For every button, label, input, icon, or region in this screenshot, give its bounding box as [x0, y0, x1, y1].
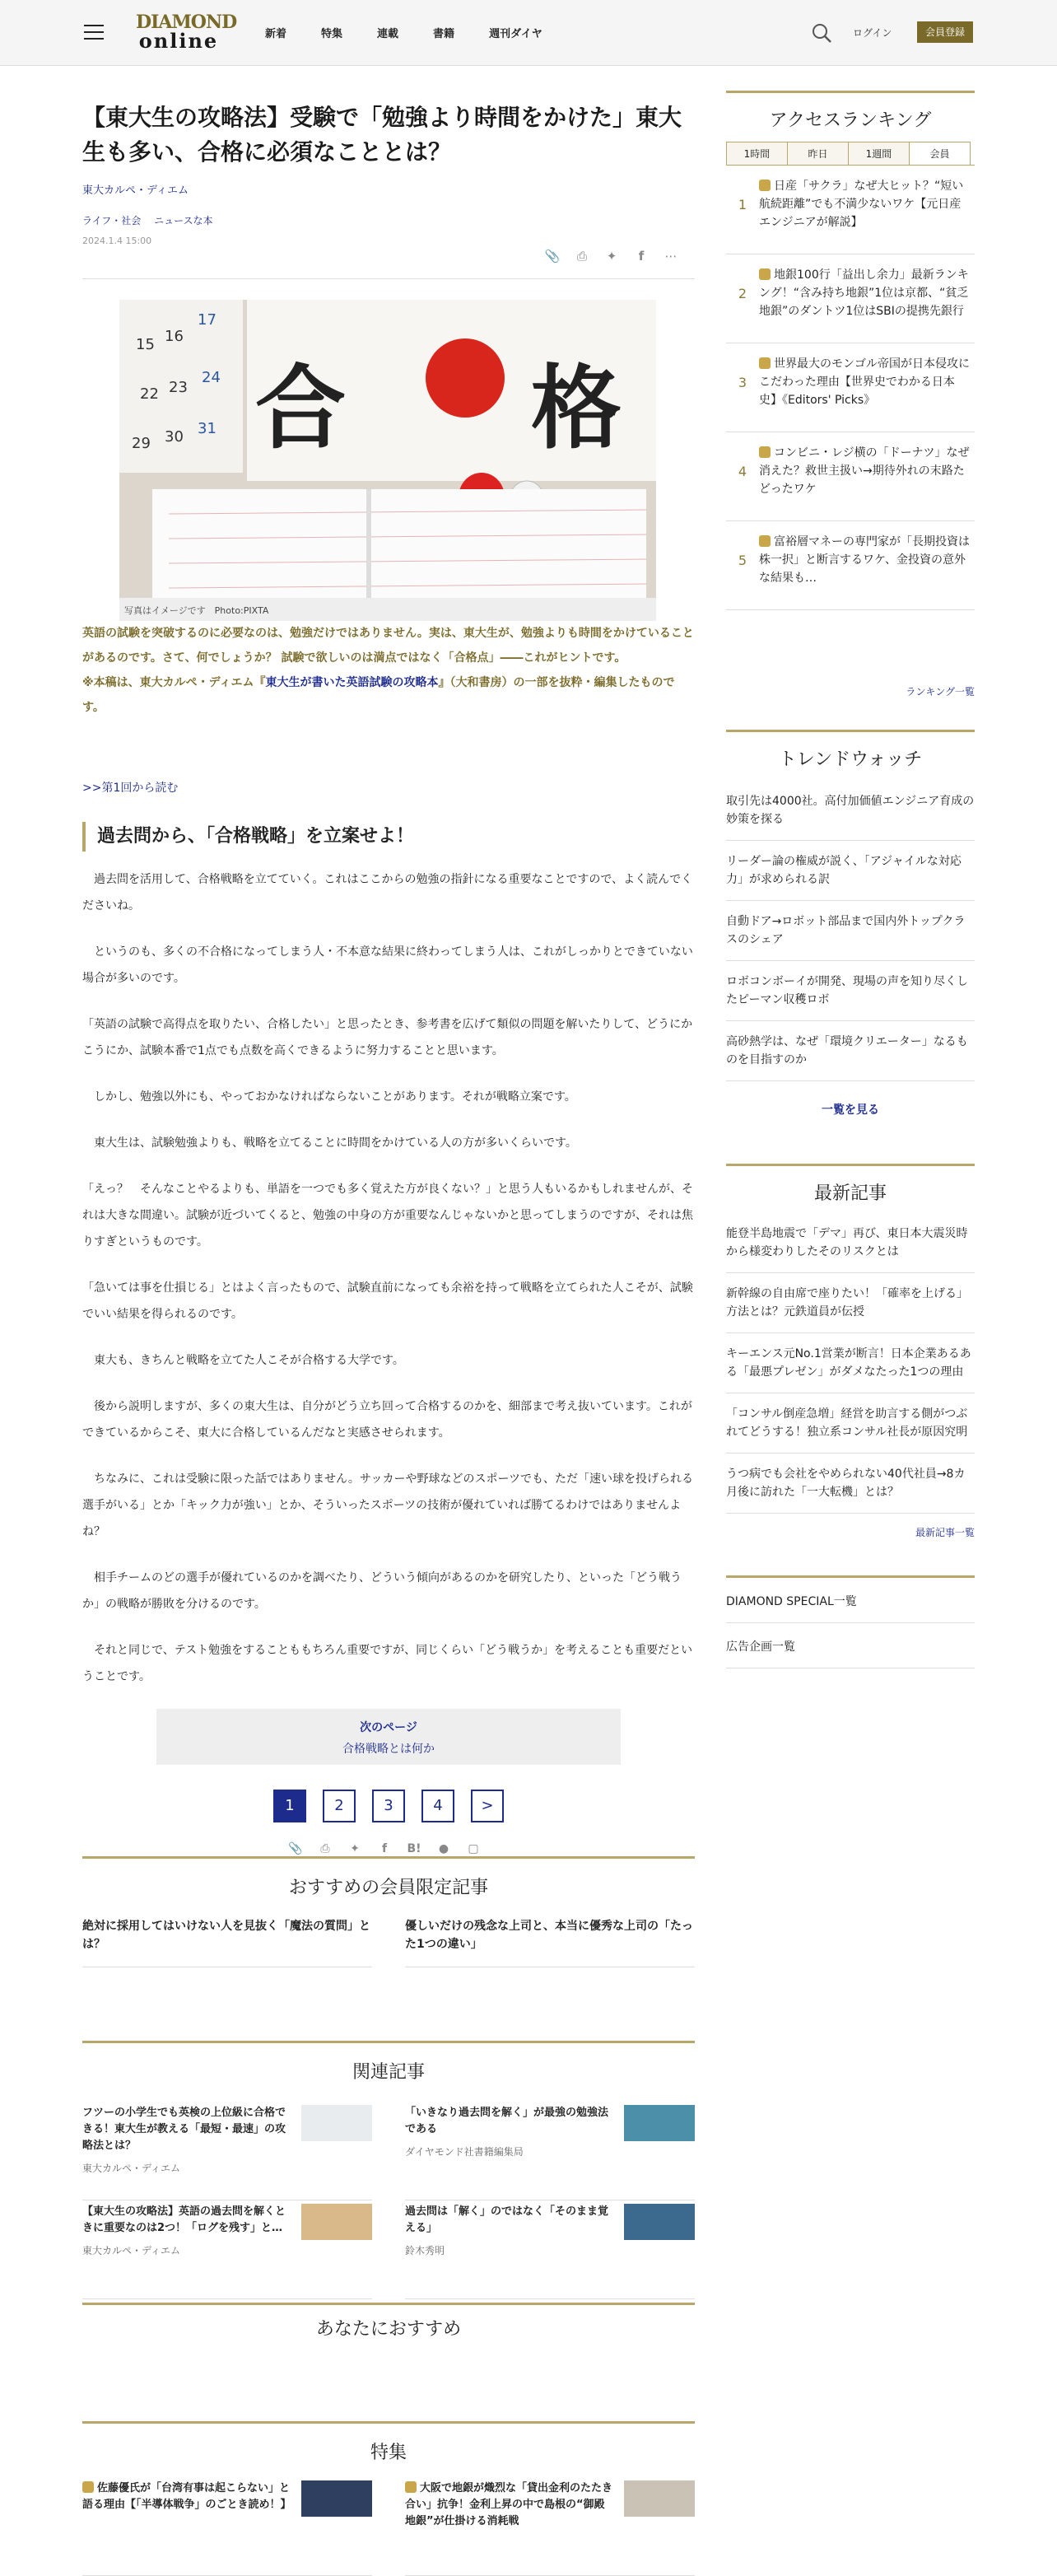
trend-item[interactable]: 取引先は4000社。高付加価値エンジニア育成の妙策を探る — [726, 781, 975, 841]
feature-title-text: 大阪で地銀が熾烈な「貸出金利のたたき合い」抗争！金利上昇の中で島根の“御殿地銀”が仕掛ける消耗戦 — [405, 2482, 613, 2527]
clip-icon[interactable]: 📎 — [544, 249, 561, 264]
related-section — [82, 2041, 695, 2299]
svg-text:17: 17 — [198, 311, 217, 329]
svg-text:31: 31 — [198, 420, 217, 437]
rank-title-text: 富裕層マネーの専門家が「長期投資は株一択」と断言するワケ、金投資の意外な結果も… — [759, 535, 970, 585]
latest-more-link[interactable]: 最新記事一覧 — [915, 1527, 975, 1538]
ranking-title: アクセスランキング — [769, 110, 932, 131]
menu-icon[interactable] — [84, 25, 104, 40]
paragraph: それと同じで、テスト勉強をすることももちろん重要ですが、同じくらい「どう戦うか」を考えることも重要だということです。 — [82, 1644, 693, 1683]
hatena-icon[interactable]: B! — [407, 1842, 421, 1855]
latest-item[interactable]: 「コンサル倒産急増」経営を助言する側がつぶれてどうする！独立系コンサル社長が原因究明 — [726, 1393, 975, 1454]
paragraph: ちなみに、これは受験に限った話ではありません。サッカーや野球などのスポーツでも、ただ「速い球を投げられる選手がいる」とか「キック力が強い」とか、そういったスポーツの技術が優れていれば勝てるわけではありませんよね？ — [82, 1472, 693, 1538]
lock-icon — [405, 2481, 417, 2493]
print-icon[interactable]: ⎙ — [320, 1842, 330, 1855]
diamond-special-link[interactable]: DIAMOND SPECIAL一覧 — [726, 1578, 975, 1623]
paragraph: 過去問を活用して、合格戦略を立てていく。これはここからの勉強の指針になる重要なことですので、よく読んでくださいね。 — [82, 873, 693, 912]
related-article[interactable] — [405, 2200, 695, 2299]
latest-item[interactable]: うつ病でも会社をやめられない40代社員→8カ月後に訪れた「一大転機」とは？ — [726, 1454, 975, 1514]
trend-item[interactable]: 高砂熱学は、なぜ「環境クリエーター」なるものを目指すのか — [726, 1021, 975, 1081]
trend-title: トレンドウォッチ — [778, 749, 923, 770]
article-body — [82, 866, 695, 1710]
ranking-tabs — [726, 142, 975, 166]
recommended-members-section — [82, 1856, 695, 1967]
related-author: 鈴木秀明 — [405, 2245, 445, 2256]
category-list — [82, 213, 695, 227]
ad-feature-link[interactable]: 広告企画一覧 — [726, 1623, 975, 1668]
recommended-article[interactable]: 絶対に採用してはいけない人を見抜く「魔法の質問」とは？ — [82, 1917, 372, 1967]
lead-source-post: 』（大和書房）の一部を抜粋・編集したものです。 — [82, 676, 675, 714]
feature-article[interactable] — [82, 2477, 372, 2576]
rank-title — [759, 533, 975, 600]
lead-source-pre: ※本稿は、東大カルペ・ディエム『 — [82, 676, 266, 689]
feature-title — [405, 2480, 614, 2530]
feature-title-text: 佐藤優氏が「台湾有事は起こらない」と語る理由【「半導体戦争」のごとき読め！】 — [82, 2482, 291, 2511]
section-title: 特集 — [370, 2443, 407, 2463]
nav-new[interactable]: 新着 — [265, 28, 287, 40]
nav-weekly[interactable]: 週刊ダイヤ — [489, 28, 542, 40]
lock-icon — [759, 180, 771, 191]
logo-line-1: DIAMOND — [136, 12, 237, 33]
page-1[interactable]: 1 — [273, 1790, 306, 1822]
feature-title — [82, 2480, 291, 2513]
svg-text:23: 23 — [169, 379, 188, 396]
article-main — [82, 66, 695, 2527]
line-icon[interactable]: ● — [438, 1842, 449, 1855]
related-article[interactable] — [82, 2200, 372, 2299]
ranking-item[interactable] — [726, 254, 975, 343]
tab-members[interactable]: 会員 — [909, 142, 971, 165]
page-next[interactable]: > — [471, 1790, 504, 1822]
divider — [82, 278, 695, 279]
nav-series[interactable]: 連載 — [377, 28, 399, 40]
article-photo — [119, 300, 656, 598]
article-lead — [82, 621, 695, 720]
section-title: おすすめの会員限定記事 — [288, 1878, 489, 1898]
ranking-more-link[interactable]: ランキング一覧 — [906, 686, 975, 698]
rank-title — [759, 444, 975, 511]
lock-icon — [759, 446, 771, 458]
paragraph: 東大生は、試験勉強よりも、戦略を立てることに時間をかけている人の方が多いくらいです。 — [82, 1136, 577, 1150]
search-icon[interactable] — [810, 21, 833, 44]
rank-number: 4 — [738, 464, 747, 479]
rank-title — [759, 355, 975, 422]
site-logo[interactable] — [136, 12, 237, 53]
register-button[interactable]: 会員登録 — [917, 21, 973, 43]
rank-title-text: 日産「サクラ」なぜ大ヒット？“短い航続距離”でも不満少ないワケ【元日産エンジニアが解説】 — [759, 180, 964, 229]
svg-text:格: 格 — [531, 355, 622, 461]
latest-item[interactable]: 新幹線の自由席で座りたい！「確率を上げる」方法とは？元鉄道員が伝授 — [726, 1273, 975, 1333]
next-page-button[interactable] — [156, 1709, 621, 1765]
site-header — [0, 0, 1057, 66]
section-heading: 過去問から、「合格戦略」を立案せよ！ — [82, 822, 695, 852]
print-icon[interactable]: ⎙ — [576, 249, 587, 264]
related-author: ダイヤモンド社書籍編集局 — [405, 2146, 524, 2158]
trend-item[interactable]: 自動ドア→ロボット部品まで国内外トップクラスのシェア — [726, 901, 975, 961]
rank-title — [759, 177, 975, 244]
pagination — [273, 1790, 504, 1822]
related-article[interactable] — [405, 2102, 695, 2200]
page-4[interactable]: 4 — [421, 1790, 454, 1822]
login-link[interactable]: ログイン — [853, 27, 892, 39]
facebook-icon[interactable]: f — [381, 1842, 388, 1855]
paragraph: 後から説明しますが、多くの東大生は、自分がどう立ち回って合格するのかを、細部まで考え抜いています。これができているからこそ、東大に合格しているんだなと実感させられます。 — [82, 1400, 692, 1440]
first-article-link[interactable]: >>第1回から読む — [82, 782, 179, 795]
category-life[interactable]: ライフ・社会 — [82, 215, 142, 226]
related-title: 「いきなり過去問を解く」が最強の勉強法である — [405, 2107, 609, 2135]
trend-box — [726, 730, 975, 1118]
lead-source — [82, 670, 695, 720]
sidebar — [726, 91, 975, 1668]
related-title: フツーの小学生でも英検の上位級に合格できる！東大生が教える「最短・最速」の攻略法とは？ — [82, 2107, 286, 2152]
section-title: 関連記事 — [352, 2062, 425, 2083]
related-author: 東大カルペ・ディエム — [82, 2163, 181, 2174]
ranking-box — [726, 91, 975, 698]
svg-text:30: 30 — [165, 428, 184, 446]
exam-photo-illustration — [119, 300, 656, 598]
author-link[interactable]: 東大カルペ・ディエム — [82, 184, 189, 197]
image-caption: 写真はイメージです Photo:PIXTA — [124, 605, 269, 616]
paragraph: 「英語の試験で高得点を取りたい、合格したい」と思ったとき、参考書を広げて類似の問題を解いたりして、どうにかこうにか、試験本番で1点でも点数を高くできるように努力することと思います。 — [82, 1018, 693, 1057]
tab-yesterday[interactable]: 昨日 — [787, 142, 849, 165]
rank-title — [759, 266, 975, 333]
feature-thumbnail — [624, 2480, 695, 2517]
logo-line-2: online — [138, 29, 219, 53]
paragraph: 東大も、きちんと戦略を立てた人こそが合格する大学です。 — [82, 1354, 404, 1367]
related-thumbnail — [301, 2105, 372, 2141]
rank-title-text: 地銀100行「益出し余力」最新ランキング！“含み持ち地銀”1位は京都、“貧乏地銀”のダントツ1位はSBIの提携先銀行 — [759, 268, 969, 318]
latest-title: 最新記事 — [813, 1183, 887, 1204]
article-figure — [119, 300, 656, 621]
share-bar-top — [543, 247, 680, 265]
clip-icon[interactable]: 📎 — [288, 1842, 303, 1855]
lock-icon — [759, 357, 771, 369]
lock-icon — [759, 268, 771, 280]
section-title: あなたにおすすめ — [315, 2319, 462, 2340]
related-title: 過去問は「解く」のではなく「そのまま覚える」 — [405, 2205, 609, 2234]
links-box — [726, 1575, 975, 1668]
trend-more-link[interactable]: 一覧を見る — [822, 1104, 879, 1117]
rank-number: 1 — [738, 197, 747, 212]
twitter-icon[interactable]: ✦ — [350, 1842, 360, 1855]
ranking-item[interactable] — [726, 432, 975, 521]
rank-title-text: 世界最大のモンゴル帝国が日本侵攻にこだわった理由【世界史でわかる日本史】《Editors' Picks》 — [759, 357, 970, 407]
facebook-icon[interactable]: f — [638, 249, 645, 264]
features-section — [82, 2421, 695, 2576]
paragraph: 相手チームのどの選手が優れているのかを調べたり、どういう傾向があるのかを研究したり、といった「どう戦うか」の戦略が勝敗を分けるのです。 — [82, 1571, 682, 1611]
page-2[interactable]: 2 — [323, 1790, 356, 1822]
pocket-icon[interactable]: ▢ — [468, 1842, 479, 1855]
paragraph: というのも、多くの不合格になってしまう人・不本意な結果に終わってしまう人は、これがしっかりとできていない場合が多いのです。 — [82, 945, 693, 985]
svg-text:15: 15 — [136, 336, 155, 353]
ranking-item[interactable] — [726, 343, 975, 432]
related-thumbnail — [624, 2105, 695, 2141]
rank-number: 2 — [738, 286, 747, 301]
related-title: 【東大生の攻略法】英語の過去問を解くときに重要なのは2つ！「ログを残す」と… — [82, 2205, 286, 2234]
publish-date: 2024.1.4 15:00 — [82, 236, 152, 246]
latest-item[interactable]: キーエンス元No.1営業が断言！日本企業あるある「最悪プレゼン」がダメなたった1つの理由 — [726, 1333, 975, 1393]
article-title: 【東大生の攻略法】受験で「勉強より時間をかけた」東大生も多い、合格に必須なこととは？ — [82, 104, 682, 166]
book-link[interactable]: 東大生が書いた英語試験の攻略本 — [265, 676, 439, 689]
feature-article[interactable] — [405, 2477, 695, 2576]
nav-feature[interactable]: 特集 — [321, 28, 343, 40]
tab-1-hour[interactable]: 1時間 — [726, 142, 788, 165]
related-thumbnail — [301, 2204, 372, 2240]
more-icon[interactable]: ⋯ — [664, 249, 678, 264]
category-news-book[interactable]: ニュースな本 — [154, 215, 213, 226]
rank-title-text: コンビニ・レジ横の「ドーナツ」なぜ消えた？救世主扱い→期待外れの末路たどったワケ — [759, 446, 970, 496]
trend-item[interactable]: ロボコンボーイが開発、現場の声を知り尽くしたピーマン収穫ロボ — [726, 961, 975, 1021]
lock-icon — [759, 535, 771, 547]
rank-number: 3 — [738, 375, 747, 390]
latest-item[interactable]: 能登半島地震で「デマ」再び、東日本大震災時から様変わりしたそのリスクとは — [726, 1213, 975, 1273]
twitter-icon[interactable]: ✦ — [606, 249, 617, 264]
related-article[interactable] — [82, 2102, 372, 2200]
trend-item[interactable]: リーダー論の権威が説く、「アジャイルな対応力」が求められる訳 — [726, 841, 975, 901]
paragraph: 「えっ？ そんなことやるよりも、単語を一つでも多く覚えた方が良くない？」と思う人もいるかもしれませんが、それは大きな間違い。試験が近づいてくると、勉強の中身の方が重要なんじゃないかと思ってしまうのですが、それは焦りすぎというものです。 — [82, 1183, 693, 1248]
next-page-label: 次のページ — [360, 1721, 417, 1734]
page-3[interactable]: 3 — [372, 1790, 405, 1822]
latest-box — [726, 1164, 975, 1539]
next-page-title: 合格戦略とは何か — [342, 1743, 435, 1756]
tab-1-week[interactable]: 1週間 — [848, 142, 910, 165]
recommended-article[interactable]: 優しいだけの残念な上司と、本当に優秀な上司の「たった1つの違い」 — [405, 1917, 695, 1967]
svg-text:16: 16 — [165, 328, 184, 345]
ranking-item[interactable] — [726, 521, 975, 610]
nav-books[interactable]: 書籍 — [433, 28, 455, 40]
related-thumbnail — [624, 2204, 695, 2240]
lock-icon — [82, 2481, 94, 2493]
svg-text:合: 合 — [255, 355, 346, 461]
ranking-item[interactable] — [726, 166, 975, 254]
feature-thumbnail — [301, 2480, 372, 2517]
svg-text:22: 22 — [140, 385, 159, 403]
svg-text:24: 24 — [202, 369, 221, 386]
rank-number: 5 — [738, 553, 747, 568]
global-nav — [265, 25, 577, 40]
paragraph: しかし、勉強以外にも、やっておかなければならないことがあります。それが戦略立案です。 — [82, 1090, 576, 1104]
svg-text:29: 29 — [132, 435, 151, 452]
related-author: 東大カルペ・ディエム — [82, 2245, 181, 2256]
lead-text: 英語の試験を突破するのに必要なのは、勉強だけではありません。実は、東大生が、勉強よりも時間をかけていることがあるのです。さて、何でしょうか？ 試験で欲しいのは満点ではなく「合格点」――これがヒントです。 — [82, 627, 694, 665]
for-you-section — [82, 2303, 695, 2340]
share-bar-bottom — [286, 1840, 482, 1858]
paragraph: 「急いては事を仕損じる」とはよく言ったもので、試験直前になっても余裕を持って戦略を立てられた人こそが、試験でいい結果を得られるのです。 — [82, 1281, 693, 1321]
